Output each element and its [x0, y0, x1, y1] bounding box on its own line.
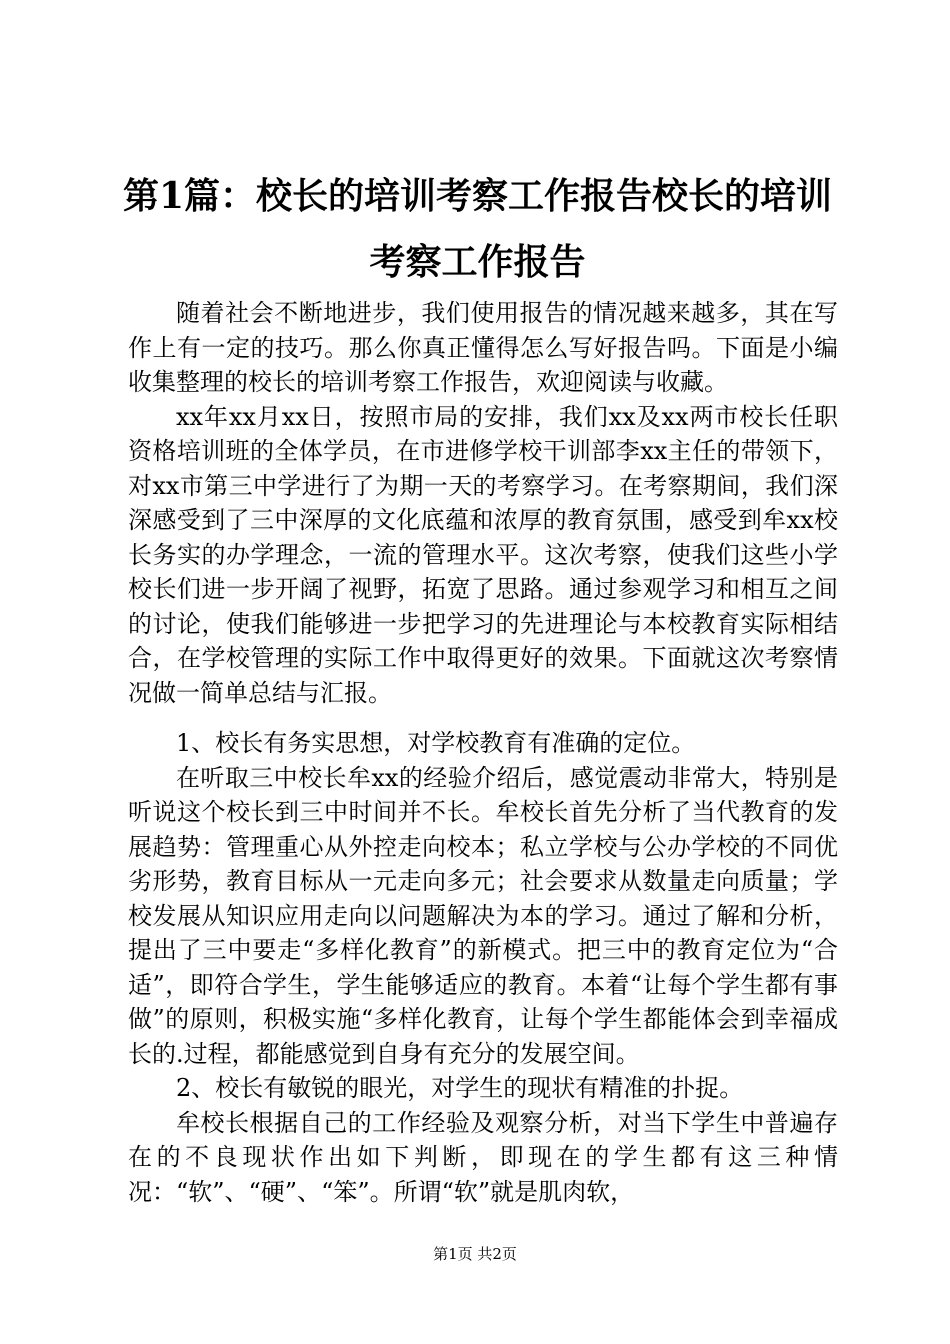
document-title [120, 163, 835, 295]
paragraph-section-1: 在听取三中校长牟xx的经验介绍后，感觉震动非常大，特别是听说这个校长到三中时间并不长。牟校长首先分析了当代教育的发展趋势：管理重心从外控走向校本；私立学校与公办学校的不同优劣形势，教育目标从一元走向多元；社会要求从数量走向质量；学校发展从知识应用走向以问题解决为本的学习。通过了解和分析，提出了三中要走“多样化教育”的新模式。把三中的教育定位为“合适”，即符合学生，学生能够适应的教育。本着“让每个学生都有事做”的原则，积极实施“多样化教育，让每个学生都能体会到幸福成长的.过程，都能感觉到自身有充分的发展空间。 [128, 763, 838, 1068]
paragraph-intro: 随着社会不断地进步，我们使用报告的情况越来越多，其在写作上有一定的技巧。那么你真正懂得怎么写好报告吗。下面是小编收集整理的校长的培训考察工作报告，欢迎阅读与收藏。 [128, 299, 838, 396]
section-heading-2: 2、校长有敏锐的眼光，对学生的现状有精准的扑捉。 [176, 1074, 744, 1102]
paragraph-section-2: 牟校长根据自己的工作经验及观察分析，对当下学生中普遍存在的不良现状作出如下判断，即现在的学生都有这三种情况：“软”、“硬”、“笨”。所谓“软”就是肌肉软， [128, 1108, 838, 1206]
document-body [128, 296, 838, 1209]
title-line-1: 第1篇：校长的培训考察工作报告校长的培训 [122, 175, 833, 217]
page-footer: 第1页 共2页 [433, 1245, 517, 1263]
paragraph-background: xx年xx月xx日，按照市局的安排，我们xx及xx两市校长任职资格培训班的全体学员，在市进修学校干训部李xx主任的带领下，对xx市第三中学进行了为期一天的考察学习。在考察期间，我们深深感受到了三中深厚的文化底蕴和浓厚的教育氛围，感受到牟xx校长务实的办学理念，一流的管理水平。这次考察，使我们这些小学校长们进一步开阔了视野，拓宽了思路。通过参观学习和相互之间的讨论，使我们能够进一步把学习的先进理论与本校教育实际相结合，在学校管理的实际工作中取得更好的效果。下面就这次考察情况做一简单总结与汇报。 [128, 402, 838, 707]
section-heading-1: 1、校长有务实思想，对学校教育有准确的定位。 [176, 729, 696, 757]
title-line-2: 考察工作报告 [369, 241, 586, 283]
